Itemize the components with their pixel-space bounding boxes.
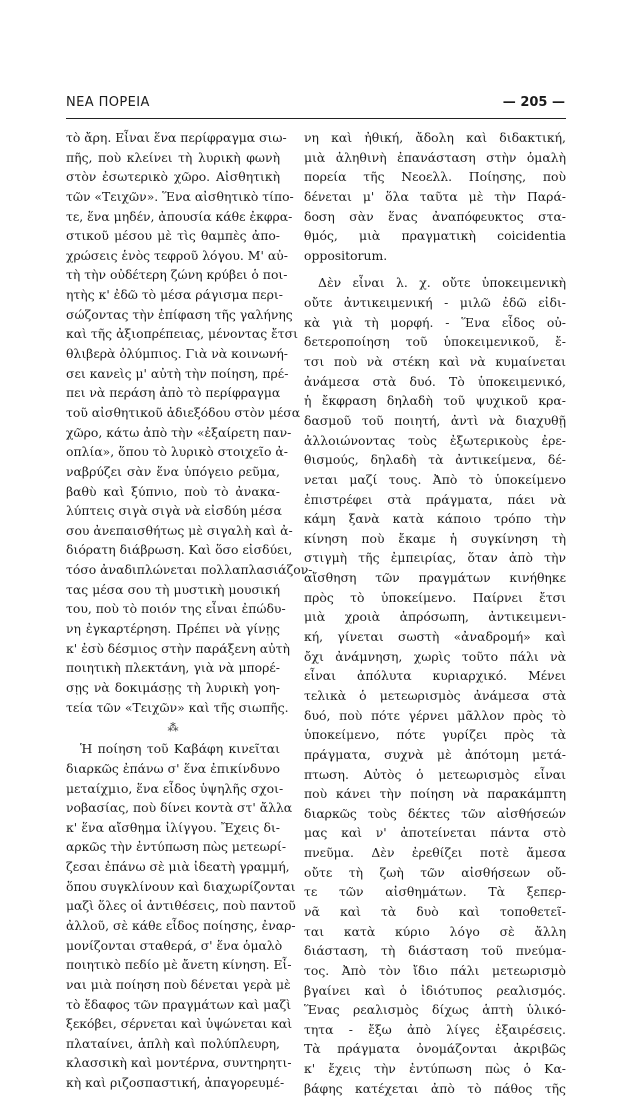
text-line: ζεσαι ἐπάνω σὲ μιὰ ἰδεατὴ γραμμή, xyxy=(66,859,290,875)
text-line: ναβρύζει σὰν ἕνα ὑπόγειο ρεῦμα, xyxy=(66,463,280,479)
text-line: στιγμὴ τῆς ἐμπειρίας, ὅταν ἀπὸ τὴν xyxy=(304,550,566,566)
text-line: τὸ ἄρη. Εἶναι ἕνα περίφραγμα σιω- xyxy=(66,130,287,145)
text-line: ἀλλοιώνοντας τοὺς ἐξωτερικοὺς ἐρε- xyxy=(304,432,566,448)
text-line: πνεῦμα. Δὲν ἐρεθίζει ποτὲ ἄμεσα xyxy=(304,845,566,861)
text-line: βγαίνει καὶ ὁ ἰδιότυπος ρεαλισμός. xyxy=(304,982,566,998)
text-line: του, ποὺ τὸ ποιόν της εἶναι ἐπώδυ- xyxy=(66,601,286,617)
text-line: βάφης κατέχεται ἀπὸ τὸ πάθος τῆς xyxy=(304,1080,566,1096)
text-line: δασμοῦ τοῦ ποιητή, ἀντὶ νὰ διαχυθῇ xyxy=(304,412,566,428)
text-line: οπλία», ὅπου τὸ λυρικὸ στοιχεῖο ἀ- xyxy=(66,444,288,460)
header-rule xyxy=(66,118,566,119)
text-line: ται κατὰ κύριο λόγο σὲ ἄλλη xyxy=(304,923,566,939)
text-line: θμός, μιὰ πραγματικὴ coicidentia xyxy=(304,228,566,244)
text-line: ὅπου συγκλίνουν καὶ διαχωρίζονται xyxy=(66,878,296,894)
text-line: μονίζονται σταθερά, σ' ἕνα ὁμαλὸ xyxy=(66,937,283,953)
text-line: ναι μιὰ ποίηση ποὺ δένεται γερὰ μὲ xyxy=(66,976,291,992)
text-line: κὰ γιὰ τὴ μορφή. - Ἕνα εἶδος οὐ- xyxy=(304,314,566,330)
text-line: κ' ἔχεις τὴν ἐντύπωση πὼς ὁ Κα- xyxy=(304,1061,566,1077)
text-line: νη καὶ ἠθική, ἄδολη καὶ διδακτική, xyxy=(304,130,566,145)
text-line: δετεροποίηση τοῦ ὑποκειμενικοῦ, ἔ- xyxy=(304,334,566,350)
text-line: τὴ τὴν οὐδέτερη ζώνη κρύβει ὁ ποι- xyxy=(66,267,288,283)
text-line: μεταίχμιο, ἕνα εἶδος ὑψηλῆς σχοι- xyxy=(66,780,284,796)
text-line: κάμη ξανὰ κατὰ κάποιο τρόπο τὴν xyxy=(304,511,566,527)
text-line: μιὰ ἀληθινὴ ἐπανάσταση στὴν ὁμαλὴ xyxy=(304,149,566,165)
text-line: ποιητικὸ πεδίο μὲ ἄνετη κίνηση. Εἶ- xyxy=(66,957,292,973)
text-line: πει νὰ περάση ἀπὸ τὸ περίφραγμα xyxy=(66,385,281,401)
text-line: ητὴς κ' ἐδῶ τὸ μέσα ράγισμα περι- xyxy=(66,287,283,303)
text-line: πλαταίνει, ἁπλὴ καὶ πολύπλευρη, xyxy=(66,1035,280,1051)
text-line: κή, γίνεται σωστὴ «ἀναδρομή» καὶ xyxy=(304,629,566,645)
text-line: λύπτεις σιγὰ σιγὰ νὰ εἰσδύη μέσα xyxy=(66,503,282,519)
text-line: πρὸς τὸ ὑποκείμενο. Παίρνει ἔτσι xyxy=(304,589,566,605)
text-line: Ἕνας ρεαλισμὸς δίχως ἁπτὴ ὑλικό- xyxy=(304,1002,566,1018)
text-line: θισμούς, δηλαδὴ τὰ ἀντικείμενα, δέ- xyxy=(304,452,566,468)
text-line: νᾶ καὶ τὰ δυὸ καὶ τοποθετεῖ- xyxy=(304,903,566,919)
text-line: τόσο ἀναδιπλώνεται πολλαπλασιάζον- xyxy=(66,562,313,578)
left-column xyxy=(66,128,313,1093)
text-line: σου ἀνεπαισθήτως μὲ σιγαλὴ καὶ ἀ- xyxy=(66,522,293,538)
text-line: χῶρο, κάτω ἀπὸ τὴν «ἐξαίρετη παν- xyxy=(66,424,292,440)
text-line: δοση σὰν ἕνας ἀναπόφευκτος στα- xyxy=(304,208,566,224)
text-line: κίνηση ποὺ ἔκαμε ἡ συγκίνηση τὴ xyxy=(304,530,566,546)
text-line: νοβασίας, ποὺ δίνει κοντὰ στ' ἄλλα xyxy=(66,800,293,816)
text-line: ἡ ἔκφραση δηλαδὴ τοῦ ψυχικοῦ κρα- xyxy=(304,393,566,409)
page-header xyxy=(66,95,565,115)
text-line: νεται μαζί τους. Ἀπὸ τὸ ὑποκείμενο xyxy=(304,471,566,487)
text-line: μιὰ χροιὰ ἀπρόσωπη, ἀντικειμενι- xyxy=(304,609,566,625)
journal-title: ΝΕΑ ΠΟΡΕΙΑ xyxy=(66,95,150,110)
text-line: πορεία τῆς Νεοελλ. Ποίησης, ποὺ xyxy=(304,169,566,185)
text-line: οὔτε τὴ ζωὴ τῶν αἰσθήσεων οὔ- xyxy=(304,864,566,880)
right-column xyxy=(304,128,566,1098)
text-line: αρκῶς τὴν ἐντύπωση πὼς μετεωρί- xyxy=(66,839,287,855)
text-line: ἀνάμεσα στὰ δυό. Τὸ ὑποκειμενικό, xyxy=(304,373,566,389)
text-line: τῶν «Τειχῶν». Ἕνα αἰσθητικὸ τίπο- xyxy=(66,188,294,204)
text-line: δυό, ποὺ πότε γέρνει μᾶλλον πρὸς τὸ xyxy=(304,707,566,723)
text-line: κὴ καὶ ριζοσπαστική, ἀπαγορευμέ- xyxy=(66,1075,285,1091)
text-line: βαθὺ καὶ ξύπνιο, ποὺ τὸ ἀνακα- xyxy=(66,483,280,499)
text-line: σει κανεὶς μ' αὐτὴ τὴν ποίηση, πρέ- xyxy=(66,365,289,381)
text-line: Δὲν εἶναι λ. χ. οὔτε ὑποκειμενικὴ xyxy=(318,275,566,291)
text-line: διαρκῶς ἐπάνω σ' ἕνα ἐπικίνδυνο xyxy=(66,760,280,776)
text-line: διόρατη διάβρωση. Καὶ ὅσο εἰσδύει, xyxy=(66,542,293,558)
text-line: κ' ἐσὺ δέσμιος στὴν παράξενη αὐτὴ xyxy=(66,640,290,656)
text-line: ἐπιστρέφει στὰ πράγματα, πάει νὰ xyxy=(304,491,566,507)
text-line: ποὺ κάνει τὴν ποίηση νὰ παρακάμπτη xyxy=(304,786,566,802)
text-line: διάσταση, τὴ διάσταση τοῦ πνεύμα- xyxy=(304,943,566,959)
text-line: στὸν ἐσωτερικὸ χῶρο. Αἰσθητικὴ xyxy=(66,169,280,185)
page-number: — 205 — xyxy=(502,95,565,110)
text-line: τε τῶν αἰσθημάτων. Τὰ ξεπερ- xyxy=(304,884,566,900)
text-line: στικοῦ μέσου μὲ τὶς θαμπὲς ἀπο- xyxy=(66,228,280,244)
text-line: τὸ ἔδαφος τῶν πραγμάτων καὶ μαζὶ xyxy=(66,996,292,1012)
text-line: ποιητικὴ πλεκτάνη, γιὰ νὰ μπορέ- xyxy=(66,660,280,676)
text-line: οὔτε ἀντικειμενική - μιλῶ ἐδῶ εἰδι- xyxy=(304,295,566,311)
text-line: Ἡ ποίηση τοῦ Καβάφη κινεῖται xyxy=(80,741,280,757)
text-line: κ' ἕνα αἴσθημα ἰλίγγου. Ἔχεις δι- xyxy=(66,819,280,835)
text-line: δένεται μ' ὅλα ταῦτα μὲ τὴν Παρά- xyxy=(304,188,566,204)
text-line: νη ἐγκαρτέρηση. Πρέπει νὰ γίνῃς xyxy=(66,621,280,637)
text-line: τητα - ἔξω ἀπὸ λίγες ἐξαιρέσεις. xyxy=(304,1021,566,1037)
text-line: σῃς νὰ δοκιμάσῃς τὴ λυρικὴ γοη- xyxy=(66,679,280,695)
text-line: τσι ποὺ νὰ στέκη καὶ νὰ κυμαίνεται xyxy=(304,354,566,370)
text-line: τοῦ αἰσθητικοῦ ἀδιεξόδου στὸν μέσα xyxy=(66,404,301,420)
text-line: ὑποκείμενο, πότε γυρίζει πρὸς τὰ xyxy=(304,727,566,743)
text-line: πράγματα, συχνὰ μὲ ἀπότομη μετά- xyxy=(304,746,566,762)
text-line: κλασσικὴ καὶ μοντέρνα, συντηρητι- xyxy=(66,1055,292,1071)
text-line: χρώσεις ἑνὸς τεφροῦ λόγου. Μ' αὐ- xyxy=(66,247,288,263)
text-line: τας μέσα σου τὴ μυστικὴ μουσική xyxy=(66,581,280,597)
text-line: αἴσθηση τῶν πραγμάτων κινήθηκε xyxy=(304,570,566,586)
text-line: Τὰ πράγματα ὀνομάζονται ἀκριβῶς xyxy=(304,1041,566,1057)
text-line: τελικὰ ὁ μετεωρισμὸς ἀνάμεσα στὰ xyxy=(304,687,566,703)
text-line: oppositorum. xyxy=(304,247,388,263)
text-line: μας καὶ ν' ἀποτείνεται πάντα στὸ xyxy=(304,825,566,841)
text-line: καὶ τῆς ἀξιοπρέπειας, μένοντας ἔτσι xyxy=(66,326,298,342)
text-line: μαζὶ ὅλες οἱ ἀντιθέσεις, ποὺ παντοῦ xyxy=(66,898,296,914)
text-line: πῆς, ποὺ κλείνει τὴ λυρικὴ φωνὴ xyxy=(66,149,280,165)
text-line: τε, ἕνα μηδέν, ἀπουσία κάθε ἐκφρα- xyxy=(66,208,293,224)
text-line: διαρκῶς τοὺς δέκτες τῶν αἰσθήσεών xyxy=(304,805,566,821)
paragraph-gap xyxy=(304,265,566,273)
text-line: τεία τῶν «Τειχῶν» καὶ τῆς σιωπῆς. xyxy=(66,699,289,715)
text-line: θλιβερὰ ὀλύμπιος. Γιὰ νὰ κοινωνή- xyxy=(66,346,288,362)
text-line: τος. Ἀπὸ τὸν ἴδιο πάλι μετεωρισμὸ xyxy=(304,962,566,978)
section-ornament: ⁂ xyxy=(167,721,179,735)
text-line: εἶναι ἀπόλυτα κυριαρχικό. Μένει xyxy=(304,668,566,684)
text-line: πτωση. Αὐτὸς ὁ μετεωρισμὸς εἶναι xyxy=(304,766,566,782)
text-line: ξεκόβει, σέρνεται καὶ ὑψώνεται καὶ xyxy=(66,1016,293,1032)
text-line: ὄχι ἀνάμνηση, χωρὶς τοῦτο πάλι νὰ xyxy=(304,648,566,664)
text-line: ἀλλοῦ, σὲ κάθε εἶδος ποίησης, ἐναρ- xyxy=(66,917,296,933)
text-line: σώζοντας τὴν ἐπίφαση τῆς γαλήνης xyxy=(66,306,293,322)
